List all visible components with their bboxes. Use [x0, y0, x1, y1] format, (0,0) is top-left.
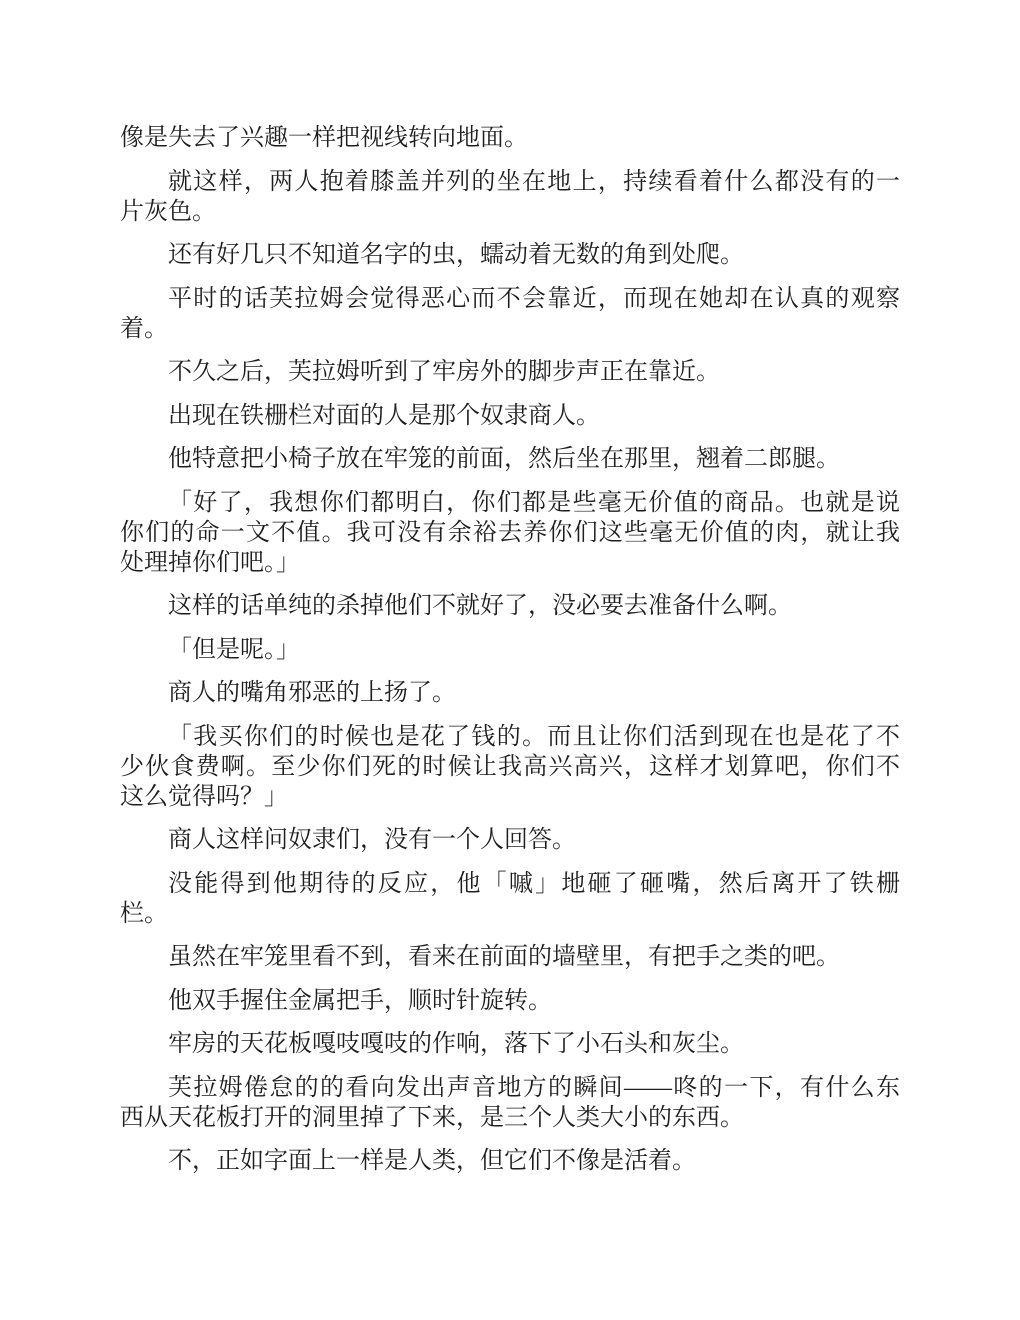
text-line: 商人这样问奴隶们，没有一个人回答。	[168, 827, 576, 853]
text-line: 虽然在牢笼里看不到，看来在前面的墙壁里，有把手之类的吧。	[168, 944, 840, 970]
novel-text-block	[120, 123, 900, 1190]
paragraph	[120, 284, 900, 344]
paragraph	[120, 678, 900, 708]
text-line: 出现在铁栅栏对面的人是那个奴隶商人。	[168, 402, 600, 429]
text-line: 少伙食费啊。至少你们死的时候让我高兴高兴，这样才划算吧，你们不	[120, 753, 900, 780]
text-line: 他特意把小椅子放在牢笼的前面，然后坐在那里，翘着二郎腿。	[168, 446, 840, 472]
text-line: 「但是呢。」	[168, 636, 300, 663]
text-line: 他双手握住金属把手，顺时针旋转。	[168, 987, 552, 1014]
paragraph	[120, 722, 900, 812]
text-line: 你们的命一文不值。我可没有余裕去养你们这些毫无价值的肉，就让我	[120, 519, 900, 546]
paragraph	[120, 825, 900, 855]
text-line: 没能得到他期待的反应，他「嘁」地砸了砸嘴，然后离开了铁栅	[168, 870, 900, 897]
text-line: 处理掉你们吧。」	[120, 549, 300, 576]
text-line: 就这样，两人抱着膝盖并列的坐在地上，持续看着什么都没有的一	[168, 168, 900, 195]
text-line: 商人的嘴角邪恶的上扬了。	[168, 680, 456, 706]
paragraph	[120, 488, 900, 578]
text-line: 不久之后，芙拉姆听到了牢房外的脚步声正在靠近。	[168, 359, 720, 385]
text-line: 芙拉姆倦怠的的看向发出声音地方的瞬间——咚的一下，有什么东	[168, 1074, 900, 1101]
text-line: 「我买你们的时候也是花了钱的。而且让你们活到现在也是花了不	[168, 723, 900, 750]
paragraph	[120, 240, 900, 270]
paragraph	[120, 167, 900, 227]
text-line: 西从天花板打开的洞里掉了下来，是三个人类大小的东西。	[120, 1104, 744, 1131]
text-line: 平时的话芙拉姆会觉得恶心而不会靠近，而现在她却在认真的观察	[168, 285, 900, 312]
text-line: 牢房的天花板嘎吱嘎吱的作响，落下了小石头和灰尘。	[168, 1031, 744, 1057]
text-line: 还有好几只不知道名字的虫，蠕动着无数的角到处爬。	[168, 242, 744, 268]
text-line: 像是失去了兴趣一样把视线转向地面。	[120, 125, 528, 151]
text-line: 「好了，我想你们都明白，你们都是些毫无价值的商品。也就是说	[168, 489, 900, 516]
paragraph	[120, 123, 900, 153]
paragraph	[120, 869, 900, 929]
paragraph	[120, 591, 900, 621]
paragraph	[120, 401, 900, 431]
paragraph	[120, 986, 900, 1016]
text-line: 不，正如字面上一样是人类，但它们不像是活着。	[168, 1148, 696, 1174]
paragraph	[120, 942, 900, 972]
paragraph	[120, 635, 900, 665]
paragraph	[120, 1029, 900, 1059]
paragraph	[120, 357, 900, 387]
paragraph	[120, 1146, 900, 1176]
paragraph	[120, 444, 900, 474]
text-line: 片灰色。	[120, 198, 216, 225]
text-line: 栏。	[120, 900, 168, 927]
paragraph	[120, 1073, 900, 1133]
text-line: 着。	[120, 315, 168, 342]
text-line: 这样的话单纯的杀掉他们不就好了，没必要去准备什么啊。	[168, 593, 792, 619]
text-line: 这么觉得吗？」	[120, 783, 288, 810]
